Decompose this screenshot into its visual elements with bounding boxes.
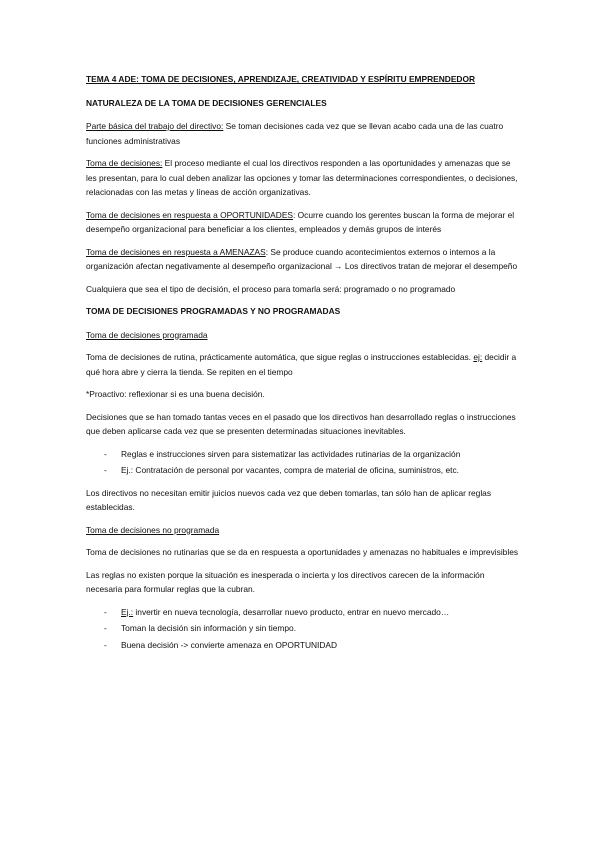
term-label: Toma de decisiones en respuesta a AMENAZAS (86, 246, 266, 257)
subheading-no-programada: Toma de decisiones no programada (86, 524, 220, 535)
paragraph-text: : Ocurre cuando los gerentes buscan la forma de mejorar el desempeño organizacional para beneficiar a los clientes, empleados y demás grupos de interés (86, 209, 515, 234)
section-heading-naturaleza: NATURALEZA DE LA TOMA DE DECISIONES GERENCIALES (86, 97, 327, 108)
paragraph-text: Toma de decisiones de rutina, prácticamente automática, que sigue reglas o instrucciones establecidas. (86, 352, 474, 362)
paragraph-oportunidades (86, 208, 519, 237)
paragraph-no-rutinarias: Toma de decisiones no rutinarias que se da en respuesta a oportunidades y amenazas no habituales e imprevisibles (86, 547, 519, 557)
example-label: Ej.: (121, 606, 134, 617)
paragraph-amenazas (86, 245, 519, 274)
paragraph-parte-basica (86, 119, 519, 148)
paragraph-tipo-decision: Cualquiera que sea el tipo de decisión, el proceso para tomarla será: programado o no programado (86, 283, 456, 294)
term-label: Parte básica del trabajo del directivo: (86, 121, 224, 131)
paragraph-juicios: Los directivos no necesitan emitir juicios nuevos cada vez que deben tomarlas, tan sólo han de aplicar reglas establecidas. (86, 487, 492, 512)
paragraph-reglas-no-existen: Las reglas no existen porque la situación es inesperada o incierta y los directivos carecen de la información necesaria para formular reglas que la cubran. (86, 569, 485, 594)
list-item: - Toman la decisión sin información y sin tiempo. (86, 621, 519, 636)
document-title: TEMA 4 ADE: TOMA DE DECISIONES, APRENDIZAJE, CREATIVIDAD Y ESPÍRITU EMPRENDEDOR (86, 74, 476, 84)
paragraph-text: : Se produce cuando acontecimientos externos o internos a la organización afectan negativamente al desempeño organizacional → Los directivos tratan de mejorar el desempeño (86, 246, 518, 271)
subheading-programada: Toma de decisiones programada (86, 329, 208, 340)
paragraph-text: El proceso mediante el cual los directivos responden a las oportunidades y amenazas que se les presentan, para lo cual deben analizar las opciones y tomar las determinaciones correspondientes, o decisiones, relacionadas con las metas y líneas de acción organizativas. (86, 158, 518, 197)
list-item (86, 605, 519, 620)
section-heading-programadas: TOMA DE DECISIONES PROGRAMADAS Y NO PROGRAMADAS (86, 306, 341, 316)
list-item: - Reglas e instrucciones sirven para sistematizar las actividades rutinarias de la organización (86, 447, 519, 462)
list-no-programada (86, 605, 519, 653)
list-item: - Ej.: Contratación de personal por vacantes, compra de material de oficina, suministros, etc. (86, 463, 519, 478)
example-label: ej: (473, 352, 483, 362)
paragraph-rutina (86, 350, 519, 379)
paragraph-reglas-desarrolladas: Decisiones que se han tomado tantas veces en el pasado que los directivos han desarrollado reglas o instrucciones que deben aplicarse cada vez que se presenten determinadas situaciones inevitables. (86, 411, 516, 436)
paragraph-toma-decisiones (86, 156, 519, 200)
list-item-text: invertir en nueva tecnología, desarrollar nuevo producto, entrar en nuevo mercado… (133, 606, 450, 617)
term-label: Toma de decisiones: (86, 158, 163, 168)
list-programada (86, 447, 519, 478)
term-label: Toma de decisiones en respuesta a OPORTUNIDADES (86, 209, 293, 220)
paragraph-text: decidir a qué hora abre y cierra la tienda. Se repiten en el tiempo (86, 352, 517, 377)
paragraph-proactivo: *Proactivo: reflexionar si es una buena decisión. (86, 389, 265, 399)
paragraph-text: Se toman decisiones cada vez que se llevan acabo cada una de las cuatro funciones administrativas (86, 121, 504, 146)
list-item: - Buena decisión -> convierte amenaza en OPORTUNIDAD (86, 638, 519, 653)
